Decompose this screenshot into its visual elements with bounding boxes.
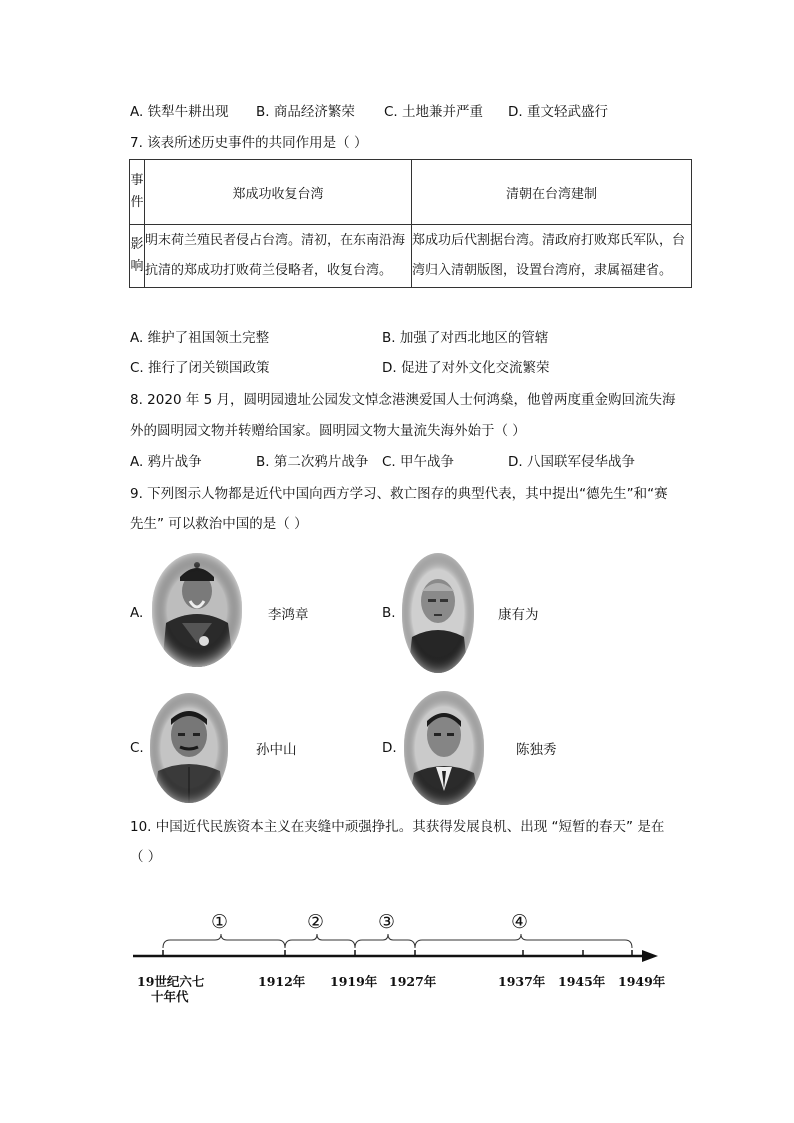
timeline-label-1945: 1945年 bbox=[558, 974, 606, 989]
q10-stem-line-1: 10. 中国近代民族资本主义在夹缝中顽强挣扎。其获得发展良机、出现 “短暂的春天” 是在 bbox=[130, 819, 665, 835]
q9-option-d-letter: D. bbox=[382, 740, 397, 756]
q7-option-a: A. 维护了祖国领土完整 bbox=[130, 330, 270, 346]
timeline-label-1949: 1949年 bbox=[618, 974, 666, 989]
q9-stem-line-2: 先生” 可以救治中国的是（ ） bbox=[130, 516, 308, 532]
timeline-period-4: ④ bbox=[511, 911, 529, 933]
q9-option-b-name: 康有为 bbox=[498, 607, 539, 623]
q10-stem-line-2: （ ） bbox=[130, 849, 162, 865]
q7-stem: 7. 该表所述历史事件的共同作用是（ ） bbox=[130, 135, 368, 151]
q8-stem-line-1: 8. 2020 年 5 月，圆明园遗址公园发文悼念港澳爱国人士何鸿燊，他曾两度重金购回流失海 bbox=[130, 392, 676, 408]
q6-option-d: D. 重文轻武盛行 bbox=[508, 104, 608, 120]
timeline-period-2: ② bbox=[307, 911, 325, 933]
table-row bbox=[130, 160, 692, 225]
table-cell-impact-1: 明末荷兰殖民者侵占台湾。清初，在东南沿海抗清的郑成功打败荷兰侵略者，收复台湾。 bbox=[145, 225, 412, 288]
timeline-label-19th-century-2: 十年代 bbox=[151, 989, 189, 1004]
timeline-label-1919: 1919年 bbox=[330, 974, 378, 989]
q7-option-b: B. 加强了对西北地区的管辖 bbox=[382, 330, 549, 346]
table-cell-event-2: 清朝在台湾建制 bbox=[412, 160, 692, 225]
q6-option-c: C. 土地兼并严重 bbox=[384, 104, 484, 120]
portrait-chen-duxiu bbox=[404, 691, 484, 805]
table-cell-impact-2: 郑成功后代割据台湾。清政府打败郑氏军队，台湾归入清朝版图，设置台湾府，隶属福建省。 bbox=[412, 225, 692, 288]
q6-option-b: B. 商品经济繁荣 bbox=[256, 104, 355, 120]
table-row-head-impact: 影响 bbox=[130, 225, 145, 288]
timeline-label-1927: 1927年 bbox=[389, 974, 437, 989]
timeline-axis bbox=[130, 930, 670, 970]
timeline-label-19th-century: 19世纪六七 bbox=[137, 974, 205, 989]
timeline-period-3: ③ bbox=[378, 911, 396, 933]
q7-option-c: C. 推行了闭关锁国政策 bbox=[130, 360, 270, 376]
q9-option-c-name: 孙中山 bbox=[256, 742, 297, 758]
table-row bbox=[130, 225, 692, 288]
portrait-kang-youwei bbox=[402, 553, 474, 673]
q9-option-b-letter: B. bbox=[382, 605, 396, 621]
q8-option-b: B. 第二次鸦片战争 bbox=[256, 454, 369, 470]
q9-option-a-letter: A. bbox=[130, 605, 144, 621]
portrait-li-hongzhang bbox=[152, 553, 242, 667]
timeline-period-1: ① bbox=[211, 911, 229, 933]
q9-stem-line-1: 9. 下列图示人物都是近代中国向西方学习、救亡图存的典型代表，其中提出“德先生”和“赛 bbox=[130, 486, 668, 502]
timeline-label-1937: 1937年 bbox=[498, 974, 546, 989]
q8-option-d: D. 八国联军侵华战争 bbox=[508, 454, 635, 470]
q9-option-a-name: 李鸿章 bbox=[268, 607, 309, 623]
portrait-sun-yatsen bbox=[150, 693, 228, 803]
q6-option-a: A. 铁犁牛耕出现 bbox=[130, 104, 229, 120]
table-row-head-event: 事件 bbox=[130, 160, 145, 225]
q8-stem-line-2: 外的圆明园文物并转赠给国家。圆明园文物大量流失海外始于（ ） bbox=[130, 423, 526, 439]
timeline-label-1912: 1912年 bbox=[258, 974, 306, 989]
q7-table bbox=[129, 159, 692, 288]
q7-option-d: D. 促进了对外文化交流繁荣 bbox=[382, 360, 550, 376]
q9-option-d-name: 陈独秀 bbox=[516, 742, 557, 758]
q8-option-c: C. 甲午战争 bbox=[382, 454, 455, 470]
q9-option-c-letter: C. bbox=[130, 740, 144, 756]
table-cell-event-1: 郑成功收复台湾 bbox=[145, 160, 412, 225]
q8-option-a: A. 鸦片战争 bbox=[130, 454, 202, 470]
